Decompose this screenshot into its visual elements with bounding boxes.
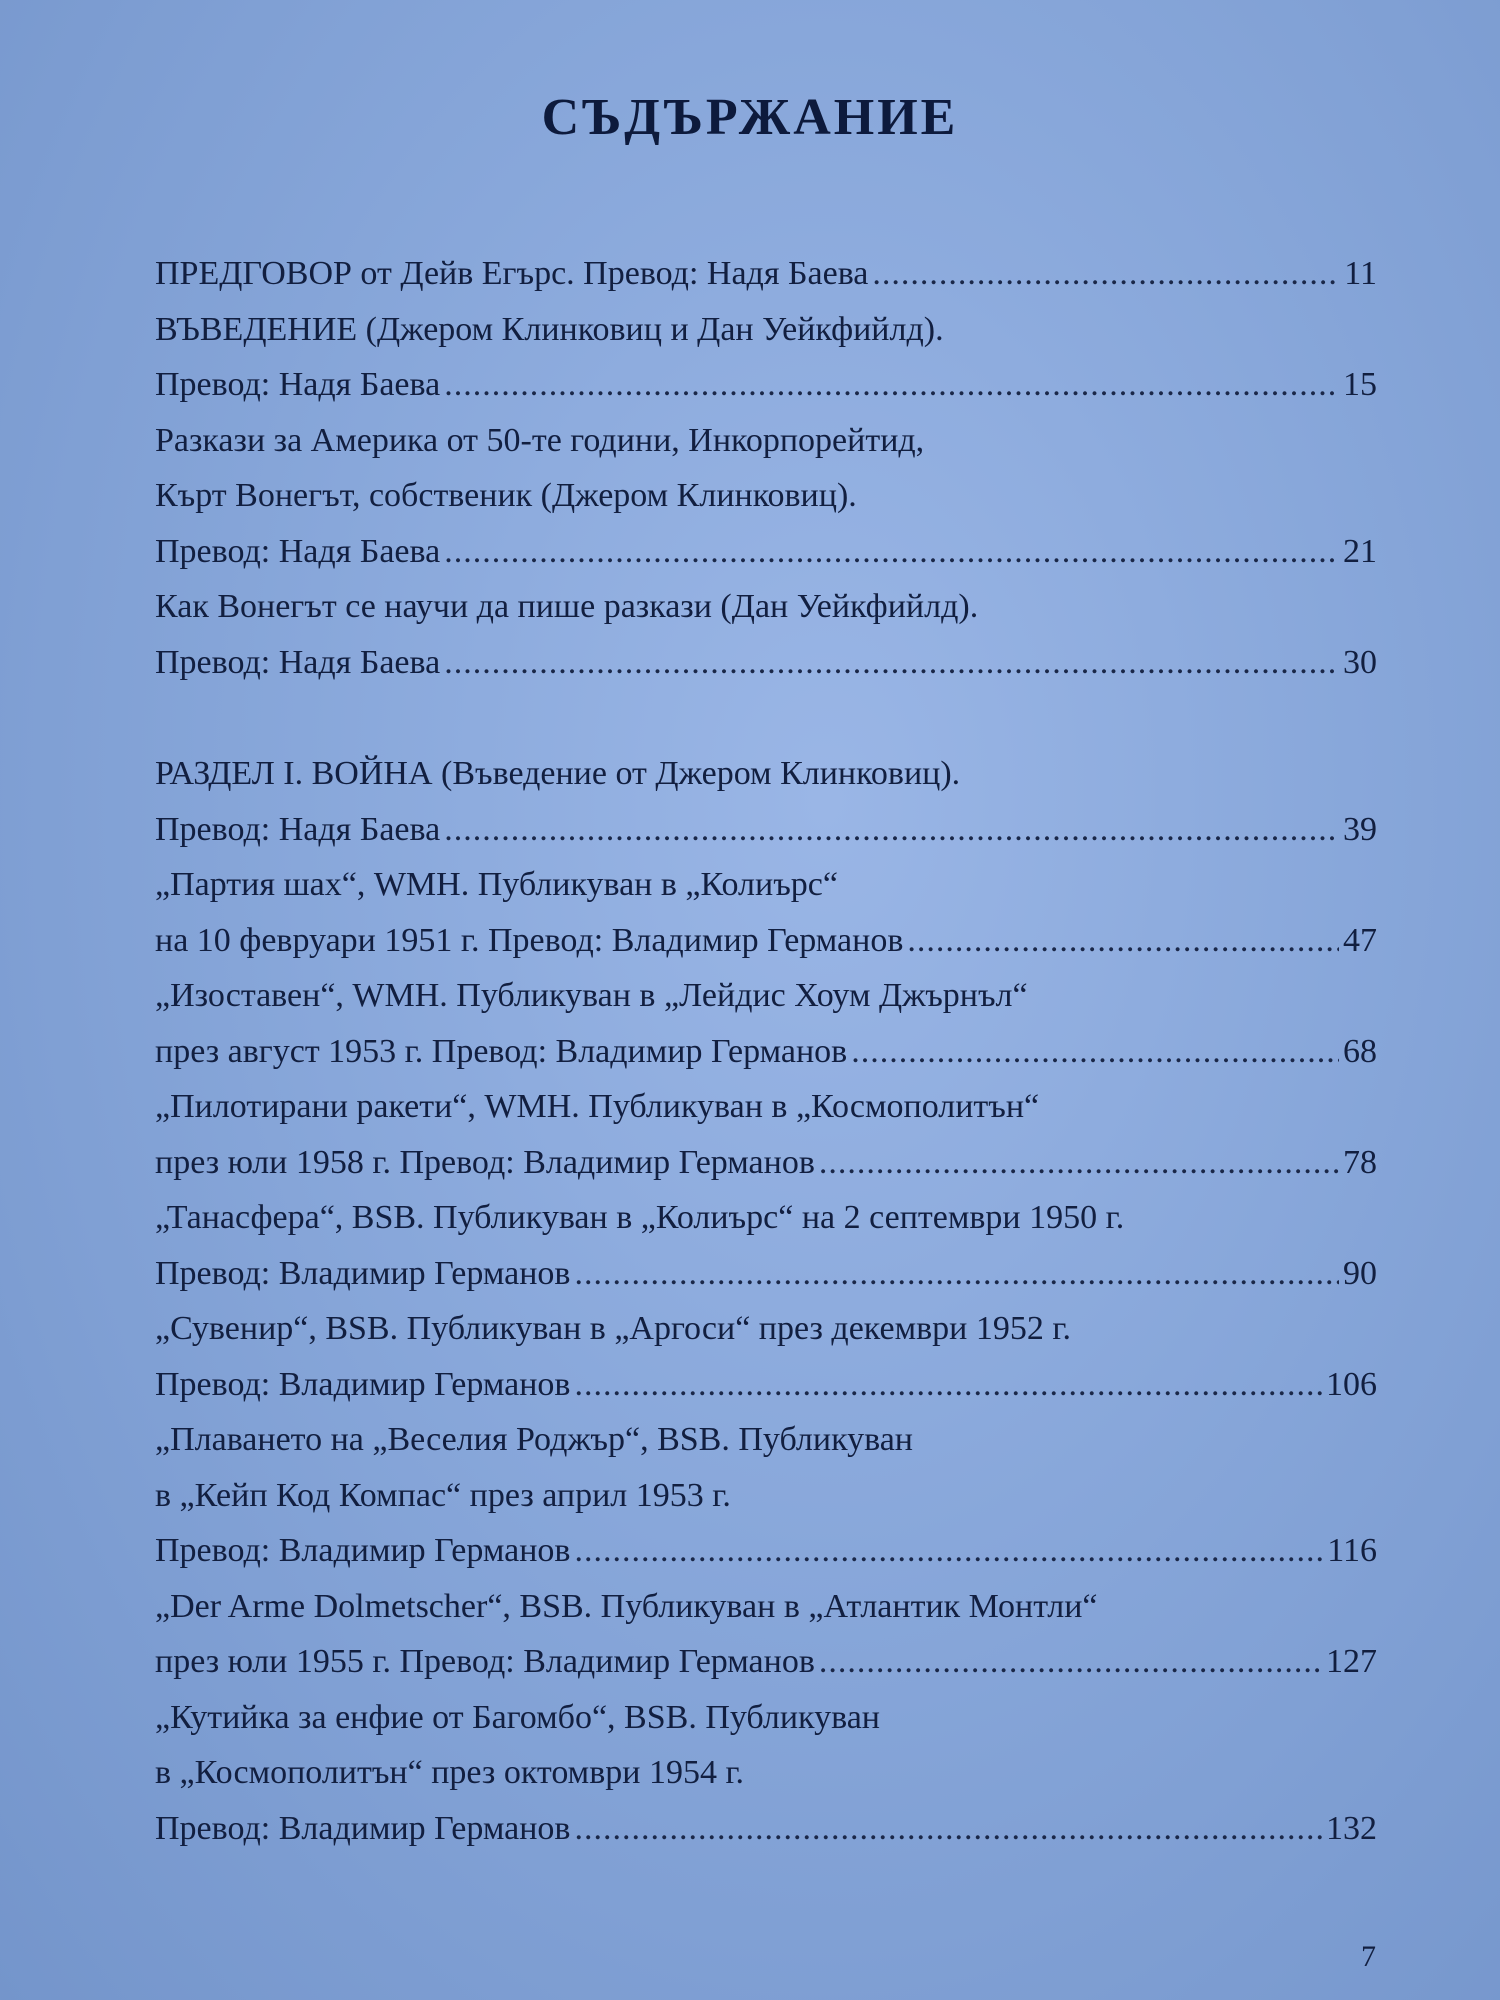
toc-entry <box>155 1079 1377 1135</box>
toc-page-number: 106 <box>1326 1365 1377 1403</box>
toc-page-number: 68 <box>1343 1032 1377 1070</box>
dot-leader <box>574 1523 1323 1579</box>
dot-leader <box>819 1634 1322 1690</box>
toc-entry <box>155 302 1377 358</box>
page-number: 7 <box>1361 1940 1376 1973</box>
toc-entry <box>155 1412 1377 1468</box>
toc-entry-text: „Изоставен“, WMH. Публикуван в „Лейдис Хоум Джърнъл“ <box>155 977 1028 1014</box>
toc-entry-text: „Пилотирани ракети“, WMH. Публикуван в „Космополитън“ <box>155 1088 1040 1125</box>
toc-page-number: 78 <box>1343 1143 1377 1181</box>
toc-entry <box>155 1523 1377 1579</box>
dot-leader <box>444 802 1339 858</box>
table-of-contents <box>155 246 1377 1856</box>
toc-entry <box>155 246 1377 302</box>
toc-page-number: 47 <box>1343 921 1377 959</box>
toc-entry <box>155 857 1377 913</box>
toc-entry <box>155 1024 1377 1080</box>
toc-entry-text: Превод: Владимир Германов <box>155 1809 571 1847</box>
toc-entry <box>155 468 1377 524</box>
dot-leader <box>574 1801 1322 1857</box>
toc-entry-text: през юли 1958 г. Превод: Владимир Германов <box>155 1143 815 1181</box>
toc-entry-text: „Танасфера“, BSB. Публикуван в „Колиърс“ на 2 септември 1950 г. <box>155 1199 1125 1236</box>
toc-entry <box>155 1690 1377 1746</box>
toc-page-number: 39 <box>1343 810 1377 848</box>
toc-page-number: 11 <box>1344 255 1377 292</box>
toc-entry-text: през юли 1955 г. Превод: Владимир Германов <box>155 1643 815 1680</box>
toc-entry-text: „Партия шах“, WMH. Публикуван в „Колиърс“ <box>155 866 838 903</box>
toc-entry-text: „Der Arme Dolmetscher“, BSB. Публикуван в „Атлантик Монтли“ <box>155 1587 1098 1625</box>
dot-leader <box>574 1246 1339 1302</box>
dot-leader <box>872 246 1340 302</box>
toc-page-number: 90 <box>1343 1254 1377 1292</box>
toc-entry <box>155 357 1377 413</box>
toc-page-number: 15 <box>1343 366 1377 403</box>
toc-entry-text: Превод: Надя Баева <box>155 366 441 403</box>
dot-leader <box>851 1024 1339 1080</box>
toc-entry <box>155 1246 1377 1302</box>
toc-entry-text: през август 1953 г. Превод: Владимир Германов <box>155 1032 848 1070</box>
toc-entry <box>155 413 1377 469</box>
toc-page-number: 132 <box>1326 1809 1377 1847</box>
toc-page-number: 116 <box>1327 1532 1377 1569</box>
toc-entry-text: Превод: Владимир Германов <box>155 1254 571 1292</box>
toc-entry <box>155 1357 1377 1413</box>
toc-entry-text: Превод: Надя Баева <box>155 810 441 848</box>
page-title: СЪДЪРЖАНИЕ <box>541 89 959 146</box>
toc-entry-text: Разкази за Америка от 50-те години, Инкорпорейтид, <box>155 421 925 459</box>
dot-leader <box>574 1357 1322 1413</box>
toc-entry <box>155 802 1377 858</box>
toc-entry-text: в „Космополитън“ през октомври 1954 г. <box>155 1754 745 1791</box>
dot-leader <box>907 913 1339 969</box>
toc-entry-text: в „Кейп Код Компас“ през април 1953 г. <box>155 1476 731 1514</box>
toc-entry <box>155 635 1377 691</box>
toc-entry-text: Как Вонегът се научи да пише разкази (Дан Уейкфийлд). <box>155 588 979 625</box>
toc-entry-text: Превод: Надя Баева <box>155 532 441 570</box>
toc-entry-text: Превод: Надя Баева <box>155 643 441 681</box>
toc-entry <box>155 1190 1377 1246</box>
toc-entry <box>155 913 1377 969</box>
toc-entry-text: на 10 февруари 1951 г. Превод: Владимир Германов <box>155 921 904 959</box>
toc-entry <box>155 1745 1377 1801</box>
toc-entry <box>155 1634 1377 1690</box>
toc-entry-text: ПРЕДГОВОР от Дейв Егърс. Превод: Надя Баева <box>155 255 869 292</box>
toc-entry-text: „Плаването на „Веселия Роджър“, BSB. Публикуван <box>155 1421 913 1458</box>
toc-entry-text: „Кутийка за енфие от Багомбо“, BSB. Публикуван <box>155 1698 880 1736</box>
toc-entry-text: Кърт Вонегът, собственик (Джером Клинковиц). <box>155 477 857 514</box>
toc-entry <box>155 1468 1377 1524</box>
toc-entry-text: ВЪВЕДЕНИЕ (Джером Клинковиц и Дан Уейкфийлд). <box>155 310 944 348</box>
toc-page-number: 21 <box>1343 532 1377 570</box>
toc-page-number: 30 <box>1343 643 1377 681</box>
toc-entry <box>155 1301 1377 1357</box>
section-gap <box>155 690 1377 746</box>
dot-leader <box>819 1135 1339 1191</box>
toc-entry-text: Превод: Владимир Германов <box>155 1365 571 1403</box>
toc-page-number: 127 <box>1326 1643 1377 1680</box>
dot-leader <box>444 524 1339 580</box>
toc-entry-text: РАЗДЕЛ I. ВОЙНА (Въведение от Джером Клинковиц). <box>155 755 961 792</box>
toc-entry <box>155 524 1377 580</box>
dot-leader <box>444 635 1339 691</box>
toc-entry <box>155 1579 1377 1635</box>
toc-entry <box>155 968 1377 1024</box>
toc-entry <box>155 746 1377 802</box>
toc-entry <box>155 1801 1377 1857</box>
toc-entry-text: Превод: Владимир Германов <box>155 1532 571 1569</box>
dot-leader <box>444 357 1339 413</box>
toc-entry <box>155 1135 1377 1191</box>
toc-entry <box>155 579 1377 635</box>
toc-entry-text: „Сувенир“, BSB. Публикуван в „Аргоси“ през декември 1952 г. <box>155 1310 1071 1347</box>
